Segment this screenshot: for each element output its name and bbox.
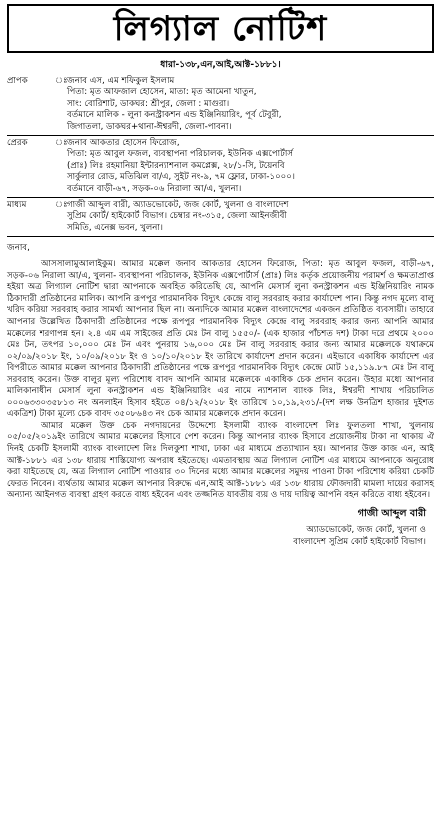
- party-line: জিগাতলা, ডাকঘর+থানা-ঈশ্বরদী, জেলা-পাবনা।: [67, 121, 232, 132]
- party-line: বর্তমানে মালিক - লুনা কনস্ট্রাকশন এন্ড ইঞ্জিনিয়ারিং, পূর্ব টেবুরী,: [67, 110, 282, 121]
- party-colon: ঃ: [55, 138, 68, 149]
- party-label: প্রাপক: [7, 76, 28, 86]
- signatory-name: গাজী আব্দুল বারী: [357, 507, 426, 519]
- party-details: [67, 138, 434, 195]
- divider: [7, 236, 434, 237]
- party-line: সার্কুলার রোড, মতিঝিল বা/এ, সুইট নং-৯, ৭ম ফ্লোর, ঢাকা-১০০০।: [67, 172, 295, 183]
- party-label: মাধ্যম: [7, 200, 27, 211]
- divider: [7, 197, 434, 198]
- party-line: জনাব আকতার হোসেন ফিরোজ,: [67, 138, 180, 149]
- party-line: পিতা: মৃত আবুল ফজল, ব্যবস্থাপনা পরিচালক, ইউনিক এক্সপোর্টার্স: [67, 149, 294, 160]
- greeting: জনাব,: [7, 243, 30, 254]
- party-medium: [7, 200, 434, 234]
- party-line: গাজী আব্দুল বারী, অ্যাডভোকেট, জজ কোর্ট, খুলনা ও বাংলাদেশ: [67, 200, 289, 211]
- body-paragraph-2: আমার মক্কেল উক্ত চেক নগদায়নের উদ্দেশ্যে ইসলামী ব্যাংক বাংলাদেশ লিঃ ফুলতলা শাখা, খুলনায় ০৫/০৫/২০১৯ইং তারিখে আমার মক্কেলের হিসাবে পেশ করেন। কিন্তু আপনার ব্যাংক হিসাবে প্রয়োজনীয় টাকা না থাকায় ঐ দিনই চেকটি ইসলামী ব্যাংক বাংলাদেশ লিঃ দিলকুশা শাখা, ঢাকা এর মাধ্যমে প্রত্যাখ্যান হয়। আপনার উক্ত কাজ এন, আই আক্ট-১৮৮১ এর ১৩৮ ধারায় শাস্তিযোগ্য অপরাধ হইতেছে। এমতাবস্থায় অত্র লিগ্যাল নোটিশ এর মাধ্যমে আপনাকে অনুরোধ করা যাইতেছে যে, অত্র লিগ্যাল নোটিশ পাওয়ার ৩০ দিনের মধ্যে আমার মক্কেলের সমুদয় পাওনা টাকা পরিশোধ করিয়া চেকটি ফেরত নিবেন। ব্যর্থতায় আমার মক্কেল আপনার বিরুদ্ধে এন,আই আক্ট-১৮৮১ এর ১৩৮ ধারায় ফৌজদারী মামলা দায়ের করাসহ অন্যান্য আইনগত ব্যবস্থা গ্রহণ করতে বাধ্য হইবেন এবং তজ্জনিত যাবতীয় ব্যয় ও দায় দায়িত্ব আপনি বহন করিতে বাধ্য হইবেন।: [7, 420, 434, 501]
- party-line: পিতা: মৃত আফজাল হোসেন, মাতা: মৃত আমেনা খাতুন,: [67, 87, 257, 98]
- party-label: প্রেরক: [7, 138, 28, 149]
- signature-block: [7, 508, 434, 548]
- party-colon: ঃ: [55, 76, 68, 86]
- party-line: (প্রাঃ) লিঃ রহমানিয়া ইন্টারন্যাশনাল কমপ্লেক্স, ২৮/১-সি, টয়েনবি: [67, 160, 285, 171]
- body-paragraph-1: আসসালামুআলাইকুম। আমার মক্কেল জনাব আকতার হোসেন ফিরোজ, পিতা: মৃত আবুল ফজল, বাড়ী-৬৭, সড়ক-০৬ নিরালা আ/এ, খুলনা- ব্যবস্থাপনা পরিচালক, ইউনিক এক্সপোর্টার্স (প্রাঃ) লিঃ কর্তৃক প্রয়োজনীয় পরামর্শ ও ক্ষমতাপ্রাপ্ত হইয়া অত্র লিগ্যাল নোটিশ দ্বারা আপনাকে অবহিত করিতেছি যে, আপনি মেসার্স লুনা কনস্ট্রাকশন এন্ড ইঞ্জিনিয়ারিং নামক ঠিকাদারী প্রতিষ্ঠানের মালিক। আপনি রূপপুর পারমানবিক বিদ্যুৎ কেন্দ্রে বালু সরবরাহ করার কার্যাদেশ পান। কিন্তু নগদ মূল্যে বালু খরিদ করিয়া সরবরাহ করার সামর্থ্য আপনার ছিল না। অন্যদিকে আমার মক্কেল বাংলাদেশের একজন প্রতিষ্ঠিত ব্যবসায়ী। তাহারে আপনার উল্লেখিত ঠিকাদারী প্রতিষ্ঠানের পক্ষে রূপপুর পারমানবিক বিদ্যুৎ কেন্দ্রে বালু সরবরাহ করার জন্য আপনি আমার মক্কেলের শরণাপন্ন হন। ২.৪ এম এম সাইজের প্রতি মেঃ টন বালু ১৫৫০/- (এক হাজার পাঁচশত দশ) টাকা দরে প্রথমে ২০০০ মেঃ টন, তৎপর ১০,০০০ মেঃ টন এবং পুনরায় ১৬,০০০ মেঃ টন বালু সরবরাহ করার জন্য আমার মক্কেলকে যথাক্রমে ০২/০৯/২০১৮ ইং, ১০/০৯/২০১৮ ইং ও ১০/১০/২০১৮ ইং তারিখে কার্যাদেশ প্রদান করেন। এইভাবে একাধিক কার্যাদেশ এর বিপরীতে আমার মক্কেল আপনার ঠিকাদারী প্রতিষ্ঠানের পক্ষে রূপপুর পারমানবিক বিদ্যুৎ কেন্দ্রে মোট ১৫,১১৯.৮৭ মেঃ টন বালু সরবরাহ করেন। উক্ত বালুর মূল্য পরিশোধ বাবদ আপনি আমার মক্কেলকে একাধিক চেক প্রদান করেন। উহার মধ্যে আপনার মালিকানাধীন মেসার্স লুনা কনস্ট্রাকশন এন্ড ইঞ্জিনিয়ারিং এর নামে ন্যাশনাল ব্যাংক লিঃ, ঈশ্বরদী শাখায় পরিচালিত ০০০৬৩৩০৩৫৮১৩ নং অনলাইন হিসাব হইতে ০৪/১২/২০১৮ ইং তারিখে ১০,১৯,২৩১/-(দশ লক্ষ উনত্রিশ হাজার দুইশত একত্রিশ) টাকা মূল্যে চেক বাবদ ৩৫০৮৬৪৩ নং চেক আমার মক্কেলকে প্রদান করেন।: [7, 259, 434, 420]
- party-line: সুপ্রিম কোর্ট/ হাইকোর্ট বিভাগ। চেম্বার নং-৩১৫, জেলা আইনজীবী: [67, 211, 287, 222]
- title-box: [7, 4, 434, 53]
- party-colon: ঃ: [55, 200, 68, 211]
- party-line: সাং: বোরিশাট, ডাকঘর: শ্রীপুর, জেলা : মাগুরা।: [67, 98, 230, 109]
- act-reference: ধারা-১৩৮,এন,আই,আক্ট-১৮৮১।: [160, 60, 281, 70]
- party-details: [67, 76, 434, 133]
- party-line: বর্তমানে বাড়ী-৬৭, সড়ক-০৬ নিরালা আ/এ, খুলনা।: [67, 183, 242, 194]
- notice-body: [7, 259, 434, 501]
- party-line: জনাব এস, এম শফিকুল ইসলাম: [67, 76, 175, 86]
- divider: [7, 135, 434, 136]
- party-line: সমিতি, এনেক্স ভবন, খুলনা।: [67, 222, 163, 233]
- party-sender: [7, 138, 434, 195]
- signatory-court: বাংলাদেশ সুপ্রিম কোর্ট হাইকোর্ট বিভাগ।: [293, 536, 426, 547]
- party-recipient: [7, 76, 434, 133]
- notice-title: লিগ্যাল নোটিশ: [113, 8, 328, 49]
- party-details: [67, 200, 434, 234]
- signatory-title: অ্যাডভোকেট, জজ কোর্ট, খুলনা ও: [306, 524, 426, 535]
